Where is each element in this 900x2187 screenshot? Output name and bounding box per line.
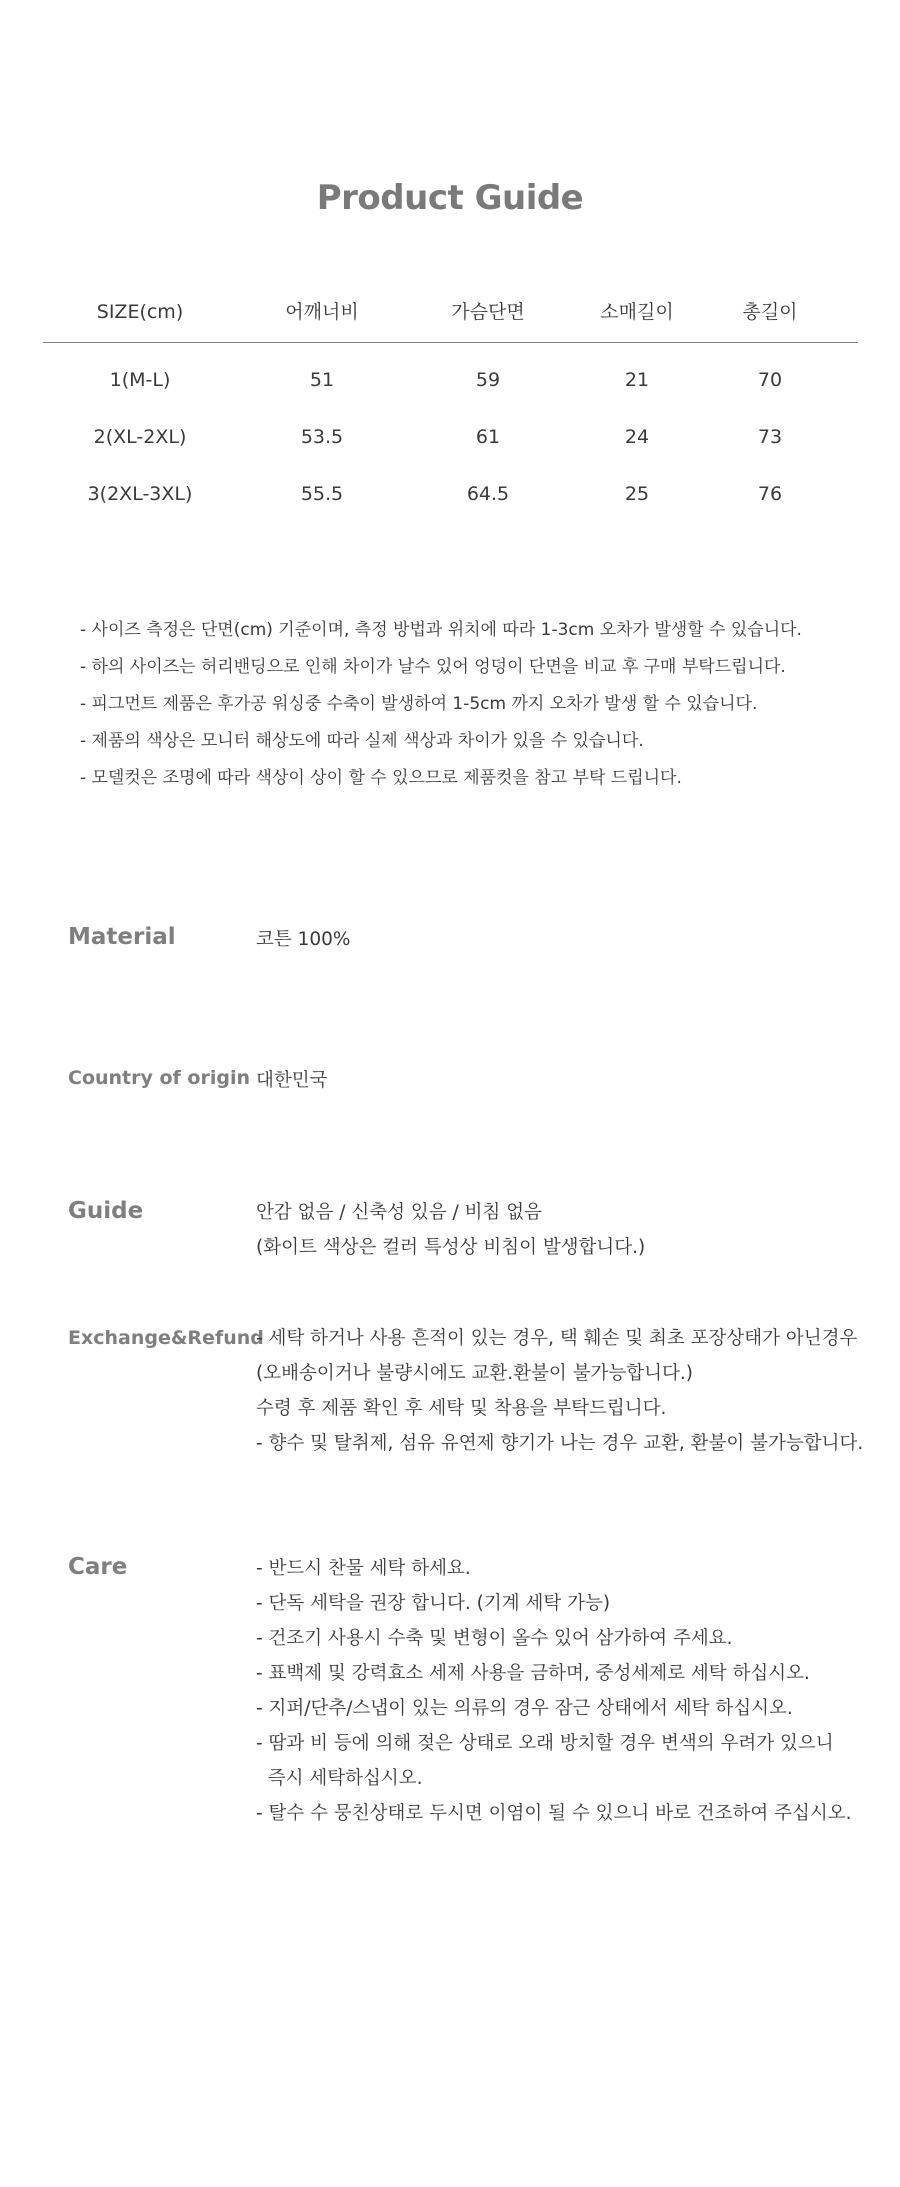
note-item: - 모델컷은 조명에 따라 색상이 상이 할 수 있으므로 제품컷을 참고 부탁 드립니다. (80, 768, 682, 788)
cell-shoulder: 51 (309, 369, 335, 391)
cell-sleeve: 24 (624, 426, 650, 448)
table-divider (43, 342, 858, 343)
cell-sleeve: 21 (624, 369, 650, 391)
cell-shoulder: 53.5 (300, 426, 344, 448)
care-line: - 반드시 찬물 세탁 하세요. (256, 1558, 471, 1579)
cell-sleeve: 25 (624, 483, 650, 505)
note-item: - 피그먼트 제품은 후가공 워싱중 수축이 발생하여 1-5cm 까지 오차가 발생 할 수 있습니다. (80, 694, 758, 714)
header-chest: 가슴단면 (451, 301, 525, 323)
size-notes (80, 612, 802, 797)
cell-shoulder: 55.5 (300, 483, 344, 505)
exchange-refund-value (256, 1321, 863, 1461)
note-item: - 하의 사이즈는 허리밴딩으로 인해 차이가 날수 있어 엉덩이 단면을 비교 후 구매 부탁드립니다. (80, 657, 786, 677)
table-row (0, 360, 900, 400)
care-value (256, 1551, 852, 1831)
note-item: - 사이즈 측정은 단면(cm) 기준이며, 측정 방법과 위치에 따라 1-3cm 오차가 발생할 수 있습니다. (80, 620, 802, 640)
cell-chest: 59 (475, 369, 501, 391)
header-size: SIZE(cm) (96, 301, 184, 323)
origin-label: Country of origin (68, 1067, 251, 1089)
care-line: - 건조기 사용시 수축 및 변형이 올수 있어 삼가하여 주세요. (256, 1628, 733, 1649)
header-length: 총길이 (742, 301, 798, 323)
care-label: Care (68, 1554, 128, 1580)
care-line: - 표백제 및 강력효소 세제 사용을 금하며, 중성세제로 세탁 하십시오. (256, 1663, 810, 1684)
care-line: - 땀과 비 등에 의해 젖은 상태로 오래 방치할 경우 변색의 우려가 있으니 (256, 1733, 834, 1754)
cell-length: 73 (757, 426, 783, 448)
cell-chest: 64.5 (466, 483, 510, 505)
exchange-line: 수령 후 제품 확인 후 세탁 및 착용을 부탁드립니다. (256, 1398, 667, 1419)
origin-value (256, 1063, 327, 1098)
header-sleeve: 소매길이 (600, 301, 674, 323)
cell-chest: 61 (475, 426, 501, 448)
guide-label: Guide (68, 1198, 144, 1224)
care-line: - 탈수 수 뭉친상태로 두시면 이염이 될 수 있으니 바로 건조하여 주십시오. (256, 1803, 852, 1824)
material-value (256, 922, 351, 957)
exchange-line: (오배송이거나 불량시에도 교환.환불이 불가능합니다.) (256, 1363, 694, 1384)
header-shoulder: 어깨너비 (285, 301, 359, 323)
page-title: Product Guide (316, 178, 584, 218)
exchange-line: - 세탁 하거나 사용 흔적이 있는 경우, 택 훼손 및 최초 포장상태가 아닌경우 (256, 1328, 858, 1349)
cell-size: 3(2XL-3XL) (87, 483, 193, 505)
size-table-header (0, 292, 900, 332)
table-row (0, 474, 900, 514)
cell-size: 1(M-L) (109, 369, 171, 391)
exchange-line: - 향수 및 탈취제, 섬유 유연제 향기가 나는 경우 교환, 환불이 불가능합니다. (256, 1433, 864, 1454)
material-label: Material (68, 924, 176, 950)
material-line: 코튼 100% (256, 929, 351, 950)
guide-value (256, 1195, 645, 1265)
note-item: - 제품의 색상은 모니터 해상도에 따라 실제 색상과 차이가 있을 수 있습니다. (80, 731, 644, 751)
cell-length: 76 (757, 483, 783, 505)
table-row (0, 417, 900, 457)
guide-line: (화이트 색상은 컬러 특성상 비침이 발생합니다.) (256, 1237, 646, 1258)
care-line: - 지퍼/단추/스냅이 있는 의류의 경우 잠근 상태에서 세탁 하십시오. (256, 1698, 793, 1719)
exchange-refund-label: Exchange&Refund (68, 1327, 264, 1349)
care-line: - 단독 세탁을 권장 합니다. (기계 세탁 가능) (256, 1593, 611, 1614)
guide-line: 안감 없음 / 신축성 있음 / 비침 없음 (256, 1202, 542, 1223)
origin-line: 대한민국 (256, 1070, 328, 1091)
cell-length: 70 (757, 369, 783, 391)
cell-size: 2(XL-2XL) (93, 426, 187, 448)
care-line: 즉시 세탁하십시오. (256, 1768, 423, 1789)
